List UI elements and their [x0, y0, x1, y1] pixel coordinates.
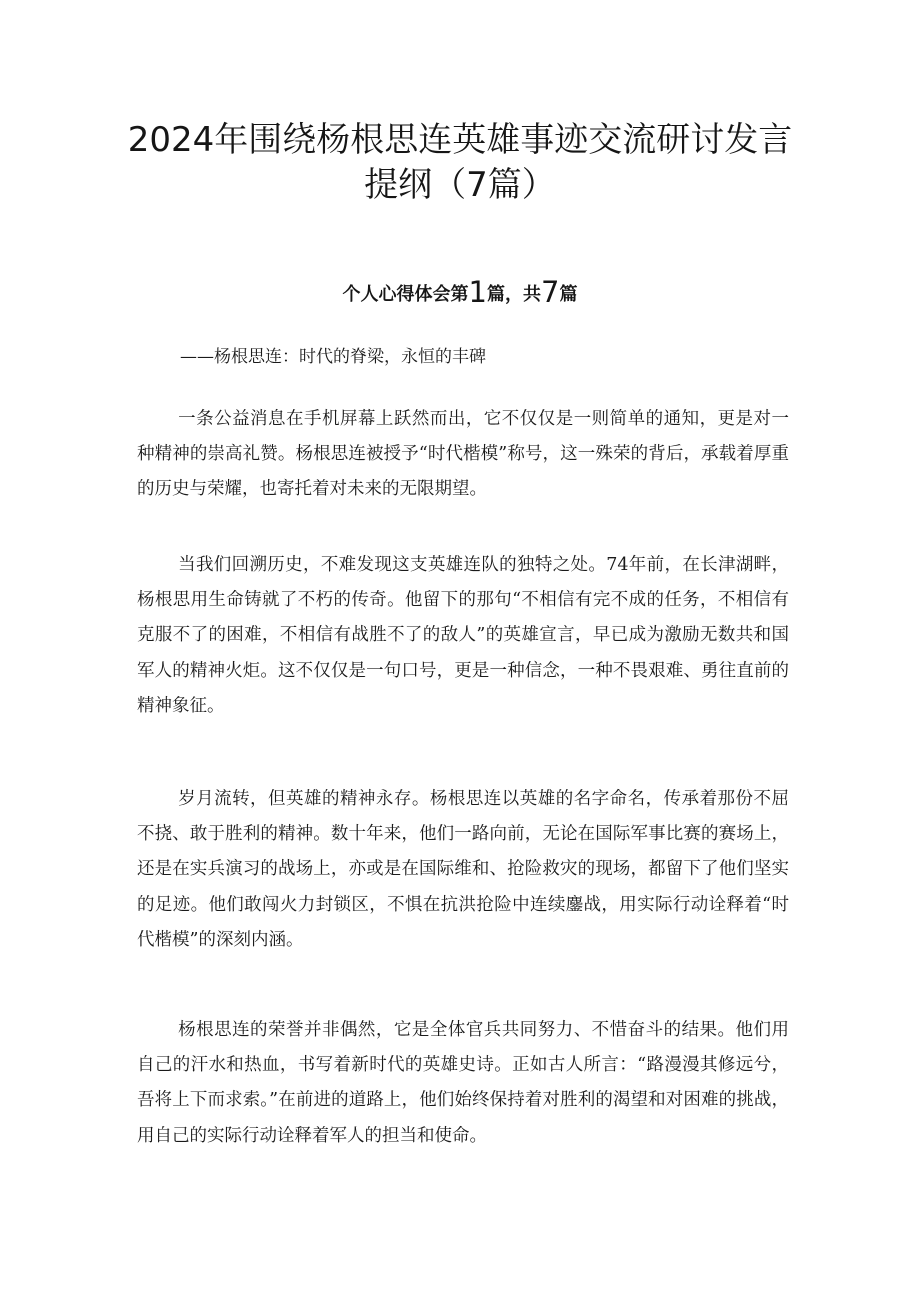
section-heading-suffix: 篇: [559, 284, 578, 305]
document-title: 2024年围绕杨根思连英雄事迹交流研讨发言提纲（7篇）: [127, 120, 793, 205]
article-subtitle: ——杨根思连：时代的脊梁，永恒的丰碑: [180, 347, 486, 367]
section-total: 7: [541, 275, 560, 309]
paragraph-3: 岁月流转，但英雄的精神永存。杨根思连以英雄的名字命名，传承着那份不屈不挠、敢于胜利的精神。数十年来，他们一路向前，无论在国际军事比赛的赛场上，还是在实兵演习的战场上，亦或是在国际维和、抢险救灾的现场，都留下了他们坚实的足迹。他们敢闯火力封锁区，不惧在抗洪抢险中连续鏖战，用实际行动诠释着“时代楷模”的深刻内涵。: [137, 789, 789, 950]
paragraph-4: 杨根思连的荣誉并非偶然，它是全体官兵共同努力、不惜奋斗的结果。他们用自己的汗水和热血，书写着新时代的英雄史诗。正如古人所言：“路漫漫其修远兮，吾将上下而求索。”在前进的道路上，他们始终保持着对胜利的渴望和对困难的挑战，用自己的实际行动诠释着军人的担当和使命。: [137, 1020, 789, 1146]
section-heading-prefix: 个人心得体会第: [342, 284, 469, 305]
section-number: 1: [468, 275, 487, 309]
paragraph-1: 一条公益消息在手机屏幕上跃然而出，它不仅仅是一则简单的通知，更是对一种精神的崇高礼赞。杨根思连被授予“时代楷模”称号，这一殊荣的背后，承载着厚重的历史与荣耀，也寄托着对未来的无限期望。: [137, 409, 789, 500]
paragraph-2: 当我们回溯历史，不难发现这支英雄连队的独特之处。74年前，在长津湖畔，杨根思用生命铸就了不朽的传奇。他留下的那句“不相信有完不成的任务，不相信有克服不了的困难，不相信有战胜不了的敌人”的英雄宣言，早已成为激励无数共和国军人的精神火炬。这不仅仅是一句口号，更是一种信念，一种不畏艰难、勇往直前的精神象征。: [137, 555, 789, 716]
section-heading-middle: 篇，共: [487, 284, 541, 305]
section-heading: [200, 275, 720, 312]
